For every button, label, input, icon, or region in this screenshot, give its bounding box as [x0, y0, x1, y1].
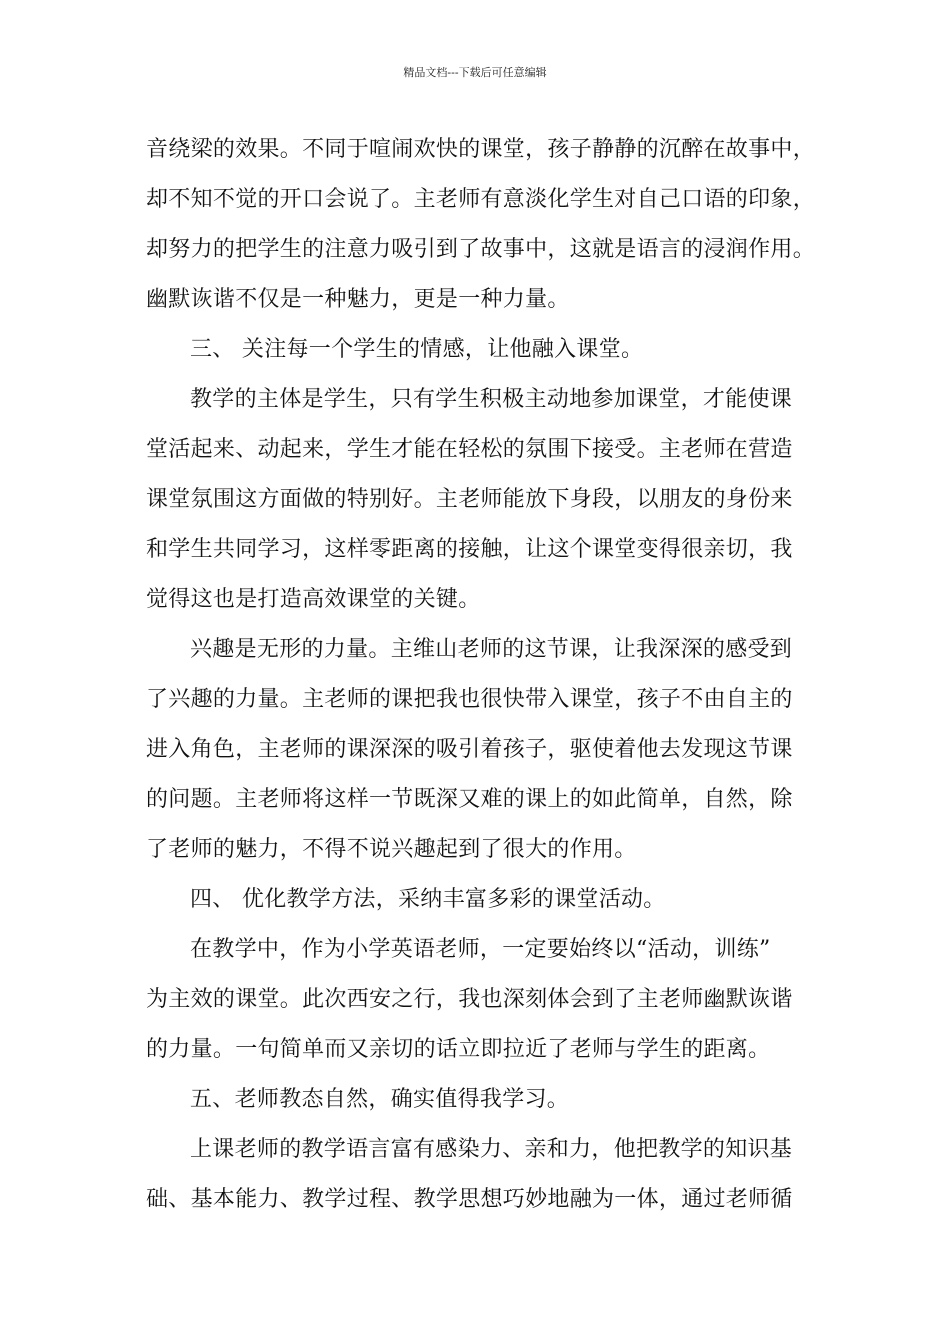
text-line: 了兴趣的力量。主老师的课把我也很快带入课堂，孩子不由自主的: [146, 687, 793, 712]
text-line: 的问题。主老师将这样一节既深又难的课上的如此简单，自然，除: [146, 787, 793, 812]
text-line: 课堂氛围这方面做的特别好。主老师能放下身段，以朋友的身份来: [146, 487, 793, 512]
section-heading: 五、老师教态自然，确实值得我学习。: [190, 1087, 570, 1112]
text-line: 在教学中，作为小学英语老师，一定要始终以“活动，训练”: [190, 937, 771, 962]
text-line: 觉得这也是打造高效课堂的关键。: [146, 587, 481, 612]
text-line: 音绕梁的效果。不同于喧闹欢快的课堂，孩子静静的沉醉在故事中，: [146, 137, 816, 162]
text-line: 幽默诙谐不仅是一种魅力，更是一种力量。: [146, 287, 570, 312]
text-line: 兴趣是无形的力量。主维山老师的这节课，让我深深的感受到: [190, 637, 793, 662]
text-line: 堂活起来、动起来，学生才能在轻松的氛围下接受。主老师在营造: [146, 437, 793, 462]
text-line: 为主效的课堂。此次西安之行，我也深刻体会到了主老师幽默诙谐: [146, 987, 793, 1012]
text-line: 却努力的把学生的注意力吸引到了故事中，这就是语言的浸润作用。: [146, 237, 816, 262]
section-heading: 三、 关注每一个学生的情感，让他融入课堂。: [190, 337, 644, 362]
text-line: 却不知不觉的开口会说了。主老师有意淡化学生对自己口语的印象，: [146, 187, 816, 212]
page-header: 精品文档---下载后可任意编辑: [403, 66, 547, 79]
section-heading: 四、 优化教学方法，采纳丰富多彩的课堂活动。: [190, 887, 666, 912]
text-line: 的力量。一句简单而又亲切的话立即拉近了老师与学生的距离。: [146, 1037, 771, 1062]
text-line: 础、基本能力、教学过程、教学思想巧妙地融为一体，通过老师循: [146, 1187, 793, 1212]
text-line: 和学生共同学习，这样零距离的接触，让这个课堂变得很亲切，我: [146, 537, 793, 562]
text-line: 教学的主体是学生，只有学生积极主动地参加课堂，才能使课: [190, 387, 793, 412]
text-line: 了老师的魅力，不得不说兴趣起到了很大的作用。: [146, 837, 637, 862]
text-line: 上课老师的教学语言富有感染力、亲和力，他把教学的知识基: [190, 1137, 793, 1162]
text-line: 进入角色，主老师的课深深的吸引着孩子，驱使着他去发现这节课: [146, 737, 793, 762]
